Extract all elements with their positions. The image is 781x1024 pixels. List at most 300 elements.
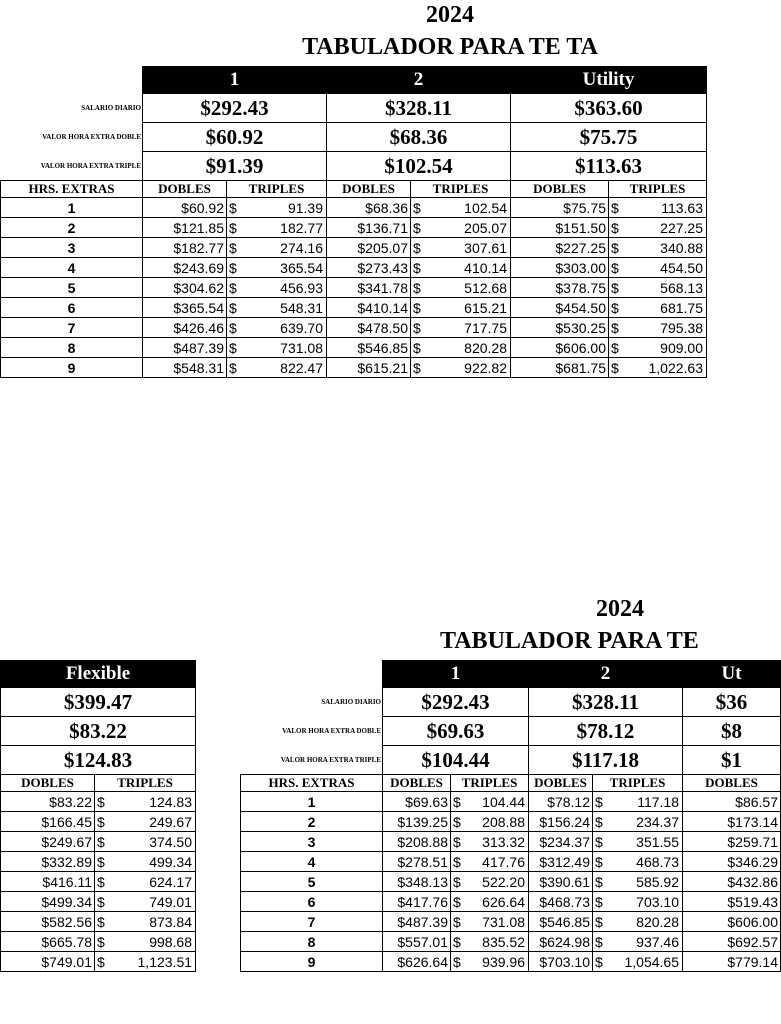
currency-sign: $ <box>611 319 619 336</box>
currency-sign: $ <box>229 279 237 296</box>
dobles-cell: $416.11 <box>1 872 95 892</box>
dobles-cell: $546.85 <box>529 912 593 932</box>
column-header: Flexible <box>1 661 196 688</box>
hour-cell: 3 <box>1 238 143 258</box>
table-row <box>241 872 781 892</box>
dobles-cell: $278.51 <box>383 852 451 872</box>
subheader-row <box>1 181 707 198</box>
valor-doble-row <box>1 717 196 746</box>
salario-diario-row-label: SALARIO DIARIO <box>81 104 141 112</box>
triples-header: TRIPLES <box>593 775 683 792</box>
currency-sign: $ <box>611 299 619 316</box>
dobles-cell: $454.50 <box>511 298 609 318</box>
dobles-cell: $487.39 <box>383 912 451 932</box>
currency-sign: $ <box>229 219 237 236</box>
valor-triple-row-value: $124.83 <box>1 746 196 775</box>
triple-value: 374.50 <box>149 833 193 850</box>
hour-cell: 7 <box>1 318 143 338</box>
dobles-cell: $546.85 <box>327 338 411 358</box>
hour-cell: 6 <box>241 892 383 912</box>
triple-value: 998.68 <box>149 933 193 950</box>
valor-doble-row-value: $83.22 <box>1 717 196 746</box>
triples-cell <box>609 298 707 318</box>
valor-doble-row-value: $60.92 <box>143 123 327 152</box>
triples-cell <box>451 952 529 972</box>
dobles-cell: $468.73 <box>529 892 593 912</box>
currency-sign: $ <box>453 893 461 910</box>
dobles-cell: $624.98 <box>529 932 593 952</box>
currency-sign: $ <box>611 359 619 376</box>
table-row <box>241 892 781 912</box>
dobles-cell: $426.46 <box>143 318 227 338</box>
triples-cell <box>227 298 327 318</box>
triples-cell <box>593 832 683 852</box>
triple-value: 937.46 <box>636 933 679 950</box>
currency-sign: $ <box>611 279 619 296</box>
dobles-cell: $378.75 <box>511 278 609 298</box>
triple-value: 410.14 <box>464 259 507 276</box>
table-row <box>1 318 707 338</box>
column-header: 1 <box>383 661 529 688</box>
hour-cell: 2 <box>1 218 143 238</box>
dobles-header: DOBLES <box>143 181 227 198</box>
dobles-cell: $166.45 <box>1 812 95 832</box>
dobles-header: DOBLES <box>683 775 781 792</box>
currency-sign: $ <box>97 873 105 890</box>
dobles-cell: $478.50 <box>327 318 411 338</box>
triples-cell <box>609 338 707 358</box>
dobles-cell: $499.34 <box>1 892 95 912</box>
triples-cell <box>411 358 511 378</box>
currency-sign: $ <box>413 319 421 336</box>
currency-sign: $ <box>413 279 421 296</box>
triples-cell <box>609 278 707 298</box>
currency-sign: $ <box>413 359 421 376</box>
table-row <box>1 258 707 278</box>
table-row <box>1 298 707 318</box>
corner-blank <box>1 67 143 94</box>
dobles-cell: $615.21 <box>327 358 411 378</box>
triples-cell <box>451 892 529 912</box>
dobles-cell: $548.31 <box>143 358 227 378</box>
triples-cell <box>411 318 511 338</box>
dobles-cell: $156.24 <box>529 812 593 832</box>
currency-sign: $ <box>595 933 603 950</box>
block2-year: 2024 <box>596 596 644 622</box>
triples-cell <box>451 872 529 892</box>
dobles-cell: $205.07 <box>327 238 411 258</box>
dobles-cell: $121.85 <box>143 218 227 238</box>
salario-diario-row <box>241 688 781 717</box>
triples-header: TRIPLES <box>451 775 529 792</box>
triple-value: 340.88 <box>660 239 703 256</box>
triple-value: 234.37 <box>636 813 679 830</box>
triples-cell <box>411 298 511 318</box>
subheader-row <box>241 775 781 792</box>
table-row <box>1 238 707 258</box>
currency-sign: $ <box>453 853 461 870</box>
salario-diario-row-value: $292.43 <box>143 94 327 123</box>
column-header: 1 <box>143 67 327 94</box>
triple-value: 909.00 <box>660 339 703 356</box>
triples-cell <box>411 218 511 238</box>
salario-diario-row-value: $399.47 <box>1 688 196 717</box>
dobles-cell: $779.14 <box>683 952 781 972</box>
currency-sign: $ <box>97 833 105 850</box>
hour-cell: 8 <box>241 932 383 952</box>
table-row <box>241 952 781 972</box>
currency-sign: $ <box>413 259 421 276</box>
dobles-cell: $606.00 <box>511 338 609 358</box>
currency-sign: $ <box>611 219 619 236</box>
currency-sign: $ <box>97 913 105 930</box>
currency-sign: $ <box>453 793 461 810</box>
valor-doble-row-value: $69.63 <box>383 717 529 746</box>
triples-cell <box>609 358 707 378</box>
currency-sign: $ <box>229 359 237 376</box>
valor-triple-row <box>241 746 781 775</box>
valor-triple-row-value: $104.44 <box>383 746 529 775</box>
table-row <box>1 792 196 812</box>
table-row <box>1 218 707 238</box>
table-row <box>1 338 707 358</box>
triples-cell <box>593 812 683 832</box>
currency-sign: $ <box>413 219 421 236</box>
currency-sign: $ <box>229 299 237 316</box>
block2-title: TABULADOR PARA TE <box>440 628 699 654</box>
dobles-cell: $273.43 <box>327 258 411 278</box>
triple-value: 795.38 <box>660 319 703 336</box>
dobles-cell: $557.01 <box>383 932 451 952</box>
hour-cell: 7 <box>241 912 383 932</box>
currency-sign: $ <box>595 853 603 870</box>
hour-cell: 6 <box>1 298 143 318</box>
triples-cell <box>451 932 529 952</box>
dobles-cell: $365.54 <box>143 298 227 318</box>
dobles-cell: $83.22 <box>1 792 95 812</box>
triples-header: TRIPLES <box>227 181 327 198</box>
triple-value: 417.76 <box>482 853 525 870</box>
triples-cell <box>411 238 511 258</box>
currency-sign: $ <box>229 239 237 256</box>
dobles-cell: $348.13 <box>383 872 451 892</box>
triples-cell <box>95 812 196 832</box>
triple-value: 365.54 <box>280 259 323 276</box>
currency-sign: $ <box>595 833 603 850</box>
triple-value: 182.77 <box>280 219 323 236</box>
triples-cell <box>609 318 707 338</box>
dobles-cell: $136.71 <box>327 218 411 238</box>
triple-value: 731.08 <box>482 913 525 930</box>
currency-sign: $ <box>229 319 237 336</box>
dobles-cell: $304.62 <box>143 278 227 298</box>
dobles-cell: $312.49 <box>529 852 593 872</box>
hour-cell: 1 <box>241 792 383 812</box>
valor-doble-row-label: VALOR HORA EXTRA DOBLE <box>42 133 141 141</box>
triple-value: 274.16 <box>280 239 323 256</box>
dobles-cell: $487.39 <box>143 338 227 358</box>
triple-value: 313.32 <box>482 833 525 850</box>
dobles-cell: $78.12 <box>529 792 593 812</box>
triples-cell <box>609 198 707 218</box>
dobles-cell: $68.36 <box>327 198 411 218</box>
triple-value: 939.96 <box>482 953 525 970</box>
salario-diario-row-value: $292.43 <box>383 688 529 717</box>
dobles-cell: $227.25 <box>511 238 609 258</box>
valor-triple-row-value: $117.18 <box>529 746 683 775</box>
triple-value: 351.55 <box>636 833 679 850</box>
dobles-cell: $234.37 <box>529 832 593 852</box>
triples-header: TRIPLES <box>609 181 707 198</box>
triples-cell <box>95 832 196 852</box>
dobles-cell: $410.14 <box>327 298 411 318</box>
currency-sign: $ <box>97 893 105 910</box>
triple-value: 1,022.63 <box>648 359 703 376</box>
triples-cell <box>227 338 327 358</box>
dobles-header: DOBLES <box>327 181 411 198</box>
table-row <box>1 198 707 218</box>
triples-cell <box>95 932 196 952</box>
valor-triple-row-value: $1 <box>683 746 781 775</box>
currency-sign: $ <box>97 933 105 950</box>
valor-triple-row-value: $102.54 <box>327 152 511 181</box>
hour-cell: 5 <box>241 872 383 892</box>
triples-cell <box>451 812 529 832</box>
hour-cell: 1 <box>1 198 143 218</box>
hour-cell: 4 <box>241 852 383 872</box>
dobles-header: DOBLES <box>383 775 451 792</box>
valor-triple-row <box>1 152 707 181</box>
table-row <box>1 952 196 972</box>
currency-sign: $ <box>413 239 421 256</box>
valor-doble-row <box>1 123 707 152</box>
triples-cell <box>593 892 683 912</box>
triple-value: 820.28 <box>464 339 507 356</box>
triples-cell <box>411 198 511 218</box>
triples-cell <box>593 912 683 932</box>
triple-value: 717.75 <box>464 319 507 336</box>
hrs-extras-label: HRS. EXTRAS <box>241 775 383 792</box>
triples-cell <box>227 318 327 338</box>
triple-value: 249.67 <box>149 813 193 830</box>
triples-cell <box>227 198 327 218</box>
triples-header: TRIPLES <box>411 181 511 198</box>
dobles-cell: $173.14 <box>683 812 781 832</box>
valor-triple-row-label: VALOR HORA EXTRA TRIPLE <box>280 755 381 764</box>
triple-value: 522.20 <box>482 873 525 890</box>
table-row <box>1 812 196 832</box>
table-row <box>1 872 196 892</box>
salario-diario-row <box>1 94 707 123</box>
triples-cell <box>227 238 327 258</box>
corner-blank <box>241 661 383 688</box>
triple-value: 113.63 <box>661 199 703 216</box>
currency-sign: $ <box>453 873 461 890</box>
table-row <box>1 932 196 952</box>
valor-doble-row-value: $78.12 <box>529 717 683 746</box>
hour-cell: 5 <box>1 278 143 298</box>
dobles-cell: $390.61 <box>529 872 593 892</box>
triple-value: 512.68 <box>464 279 507 296</box>
triple-value: 91.39 <box>287 199 323 216</box>
dobles-cell: $681.75 <box>511 358 609 378</box>
triple-value: 749.01 <box>149 893 193 910</box>
block2-table <box>240 660 781 972</box>
dobles-header: DOBLES <box>511 181 609 198</box>
triple-value: 703.10 <box>636 893 679 910</box>
dobles-cell: $341.78 <box>327 278 411 298</box>
triples-cell <box>593 952 683 972</box>
header-row <box>1 661 196 688</box>
valor-triple-row-value: $91.39 <box>143 152 327 181</box>
table-row <box>241 812 781 832</box>
header-row <box>1 67 707 94</box>
currency-sign: $ <box>229 259 237 276</box>
currency-sign: $ <box>413 339 421 356</box>
currency-sign: $ <box>97 853 105 870</box>
triples-cell <box>411 338 511 358</box>
triple-value: 227.25 <box>660 219 703 236</box>
triples-cell <box>95 892 196 912</box>
triples-cell <box>451 832 529 852</box>
currency-sign: $ <box>453 913 461 930</box>
dobles-cell: $417.76 <box>383 892 451 912</box>
table-row <box>241 832 781 852</box>
currency-sign: $ <box>611 239 619 256</box>
triples-cell <box>411 258 511 278</box>
triple-value: 499.34 <box>149 853 193 870</box>
triples-cell <box>609 218 707 238</box>
triple-value: 615.21 <box>464 299 507 316</box>
triple-value: 548.31 <box>280 299 323 316</box>
dobles-cell: $243.69 <box>143 258 227 278</box>
triples-cell <box>609 238 707 258</box>
dobles-cell: $208.88 <box>383 832 451 852</box>
table-row <box>241 932 781 952</box>
triple-value: 835.52 <box>482 933 525 950</box>
currency-sign: $ <box>595 793 603 810</box>
triple-value: 681.75 <box>660 299 703 316</box>
triple-value: 102.54 <box>464 199 507 216</box>
dobles-cell: $86.57 <box>683 792 781 812</box>
triples-cell <box>95 792 196 812</box>
column-header: Ut <box>683 661 781 688</box>
valor-doble-row-label: VALOR HORA EXTRA DOBLE <box>282 727 381 735</box>
currency-sign: $ <box>611 339 619 356</box>
dobles-header: DOBLES <box>529 775 593 792</box>
hour-cell: 3 <box>241 832 383 852</box>
triples-cell <box>95 952 196 972</box>
header-row <box>241 661 781 688</box>
valor-triple-row-value: $113.63 <box>511 152 707 181</box>
dobles-header: DOBLES <box>1 775 95 792</box>
table-row <box>1 278 707 298</box>
hour-cell: 9 <box>241 952 383 972</box>
table-row <box>1 892 196 912</box>
salario-diario-row-value: $36 <box>683 688 781 717</box>
triple-value: 820.28 <box>636 913 679 930</box>
table-row <box>1 912 196 932</box>
hrs-extras-label: HRS. EXTRAS <box>1 181 143 198</box>
table-row <box>241 912 781 932</box>
triple-value: 873.84 <box>149 913 193 930</box>
triple-value: 307.61 <box>464 239 507 256</box>
currency-sign: $ <box>611 199 619 216</box>
dobles-cell: $519.43 <box>683 892 781 912</box>
currency-sign: $ <box>595 813 603 830</box>
column-header: Utility <box>511 67 707 94</box>
triple-value: 208.88 <box>482 813 525 830</box>
dobles-cell: $665.78 <box>1 932 95 952</box>
subheader-row <box>1 775 196 792</box>
triples-cell <box>95 912 196 932</box>
triple-value: 822.47 <box>280 359 323 376</box>
currency-sign: $ <box>97 813 105 830</box>
currency-sign: $ <box>453 813 461 830</box>
table-row <box>241 852 781 872</box>
currency-sign: $ <box>611 259 619 276</box>
triples-cell <box>451 912 529 932</box>
currency-sign: $ <box>595 913 603 930</box>
table-row <box>241 792 781 812</box>
dobles-cell: $69.63 <box>383 792 451 812</box>
currency-sign: $ <box>413 199 421 216</box>
triples-cell <box>95 872 196 892</box>
triple-value: 624.17 <box>149 873 193 890</box>
dobles-cell: $259.71 <box>683 832 781 852</box>
dobles-cell: $303.00 <box>511 258 609 278</box>
triple-value: 626.64 <box>482 893 525 910</box>
dobles-cell: $432.86 <box>683 872 781 892</box>
triples-cell <box>593 932 683 952</box>
triple-value: 124.83 <box>149 793 193 810</box>
hour-cell: 2 <box>241 812 383 832</box>
hour-cell: 4 <box>1 258 143 278</box>
triple-value: 454.50 <box>660 259 703 276</box>
salario-diario-row <box>1 688 196 717</box>
dobles-cell: $749.01 <box>1 952 95 972</box>
valor-doble-row-value: $75.75 <box>511 123 707 152</box>
triples-header: TRIPLES <box>95 775 196 792</box>
table-row <box>1 852 196 872</box>
triples-cell <box>227 278 327 298</box>
dobles-cell: $182.77 <box>143 238 227 258</box>
hour-cell: 8 <box>1 338 143 358</box>
block1-table <box>0 66 707 378</box>
column-header: 2 <box>327 67 511 94</box>
currency-sign: $ <box>97 793 105 810</box>
triples-cell <box>451 792 529 812</box>
currency-sign: $ <box>413 299 421 316</box>
dobles-cell: $606.00 <box>683 912 781 932</box>
triple-value: 205.07 <box>464 219 507 236</box>
currency-sign: $ <box>595 953 603 970</box>
triple-value: 1,054.65 <box>624 953 679 970</box>
table-row <box>1 358 707 378</box>
triples-cell <box>227 258 327 278</box>
dobles-cell: $692.57 <box>683 932 781 952</box>
currency-sign: $ <box>595 893 603 910</box>
salario-diario-row-value: $328.11 <box>529 688 683 717</box>
valor-doble-row-value: $68.36 <box>327 123 511 152</box>
currency-sign: $ <box>453 933 461 950</box>
triple-value: 456.93 <box>280 279 323 296</box>
dobles-cell: $582.56 <box>1 912 95 932</box>
valor-doble-row-value: $8 <box>683 717 781 746</box>
triples-cell <box>227 218 327 238</box>
salario-diario-row-label: SALARIO DIARIO <box>321 698 381 706</box>
dobles-cell: $626.64 <box>383 952 451 972</box>
